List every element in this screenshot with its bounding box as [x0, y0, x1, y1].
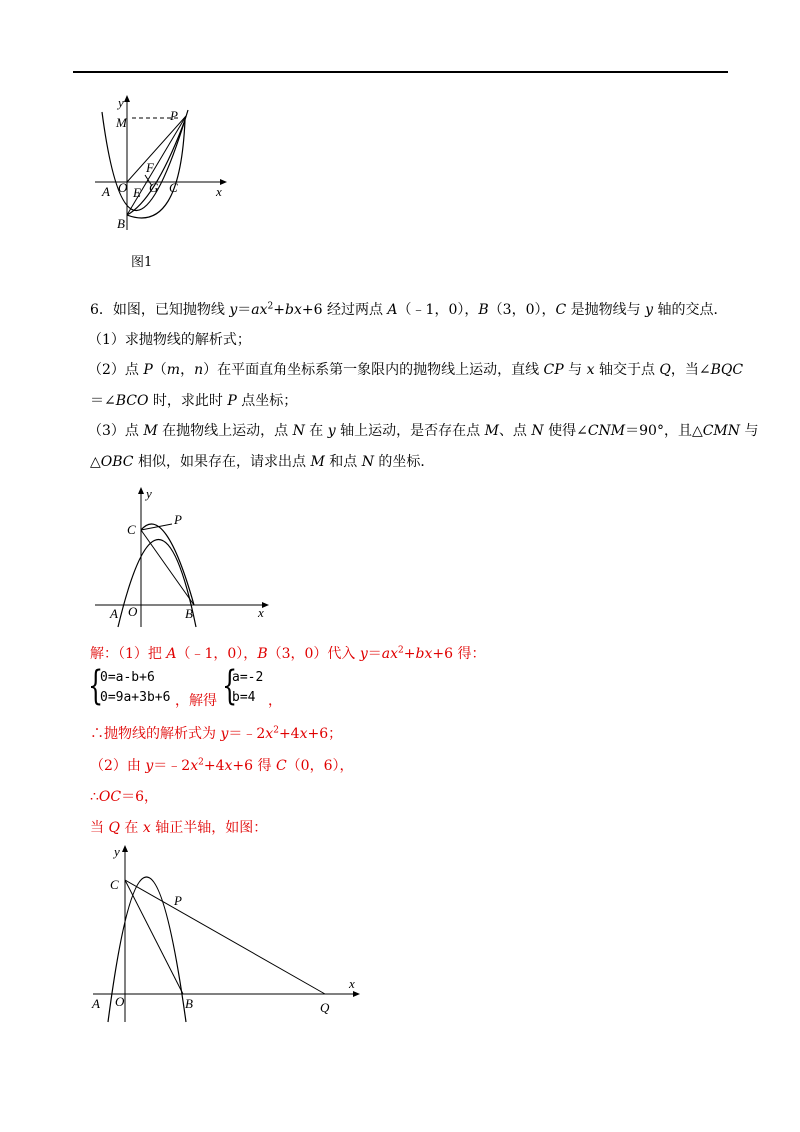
fig1-label-F: F: [146, 160, 154, 175]
system-eq-2: 0=9a+3b+6: [100, 690, 171, 705]
header-rule: [73, 71, 728, 73]
fig1-label-B: B: [117, 216, 125, 231]
solution-step-1: 解：（1）把 A（﹣1，0），B（3，0）代入 $y=ax^2+bx+6$ 得：: [90, 645, 486, 662]
solution-step-2: ∴抛物线的解析式为 $y=﹣2x^2+4x+6$；: [90, 725, 343, 742]
fig2-label-y: y: [146, 486, 152, 501]
fig1-label-E: E: [133, 185, 141, 200]
problem-stem: 6．如图，已知抛物线 $y=ax^2+bx+6$ 经过两点 A（﹣1，0），B（3，0），C 是抛物线与 y 轴的交点．: [90, 301, 728, 318]
fig3-label-P: P: [174, 893, 182, 908]
fig1-label-A: A: [102, 184, 110, 199]
question-2: （2）点 P（m，n）在平面直角坐标系第一象限内的抛物线上运动，直线 CP 与 x 轴交于点 Q，当∠BQC: [88, 362, 744, 378]
fig2-label-x: x: [258, 605, 264, 620]
fig2-label-C: C: [127, 522, 136, 537]
figure-3-graph: [88, 842, 378, 1027]
figure-1-graph: [90, 90, 230, 240]
fig1-label-x: x: [216, 184, 222, 199]
figure-2-graph: [90, 482, 280, 632]
fig3-label-B: B: [185, 996, 193, 1011]
right-brace: {: [222, 663, 238, 709]
figure-1: [90, 90, 230, 240]
fig3-label-y: y: [114, 844, 120, 859]
fig2-label-B: B: [185, 606, 193, 621]
question-1: （1）求抛物线的解析式；: [88, 332, 251, 348]
system-sol-2: b=4: [232, 690, 256, 705]
fig1-label-P: P: [170, 108, 178, 123]
fig1-label-O: O: [118, 180, 128, 195]
figure-3: [88, 842, 378, 1027]
solution-step-4: ∴OC＝6，: [90, 789, 159, 805]
fig3-label-A: A: [92, 996, 100, 1011]
fig3-label-O: O: [115, 994, 125, 1009]
fig1-label-M: M: [116, 115, 127, 130]
system-eq-1: 0=a-b+6: [100, 670, 155, 685]
question-3-cont: △OBC 相似，如果存在，请求出点 M 和点 N 的坐标．: [90, 454, 435, 470]
figure-2: [90, 482, 280, 632]
fig3-label-x: x: [349, 976, 355, 991]
solution-step-5: 当 Q 在 x 轴正半轴，如图：: [90, 820, 268, 836]
figure-1-caption: 图1: [131, 255, 153, 270]
fig1-label-C: C: [169, 180, 178, 195]
system-tail: ，: [268, 693, 282, 709]
fig3-label-C: C: [110, 877, 119, 892]
system-sol-1: a=-2: [232, 670, 264, 685]
fig2-label-A: A: [110, 606, 118, 621]
fig1-label-G: G: [149, 180, 159, 195]
solution-step-3: （2）由 $y=﹣2x^2+4x+6$ 得 C（0，6），: [90, 757, 354, 774]
solve-word: ，解得: [175, 693, 217, 709]
fig2-label-P: P: [174, 512, 182, 527]
fig2-label-O: O: [128, 604, 138, 619]
fig1-label-y: y: [118, 95, 124, 110]
question-2-cont: ＝∠BCO 时，求此时 P 点坐标；: [90, 393, 298, 409]
question-3: （3）点 M 在抛物线上运动，点 N 在 y 轴上运动，是否存在点 M、点 N 使得∠CNM＝90°，且△CMN 与: [88, 423, 759, 439]
left-brace: {: [88, 663, 104, 709]
fig3-label-Q: Q: [320, 1000, 330, 1015]
